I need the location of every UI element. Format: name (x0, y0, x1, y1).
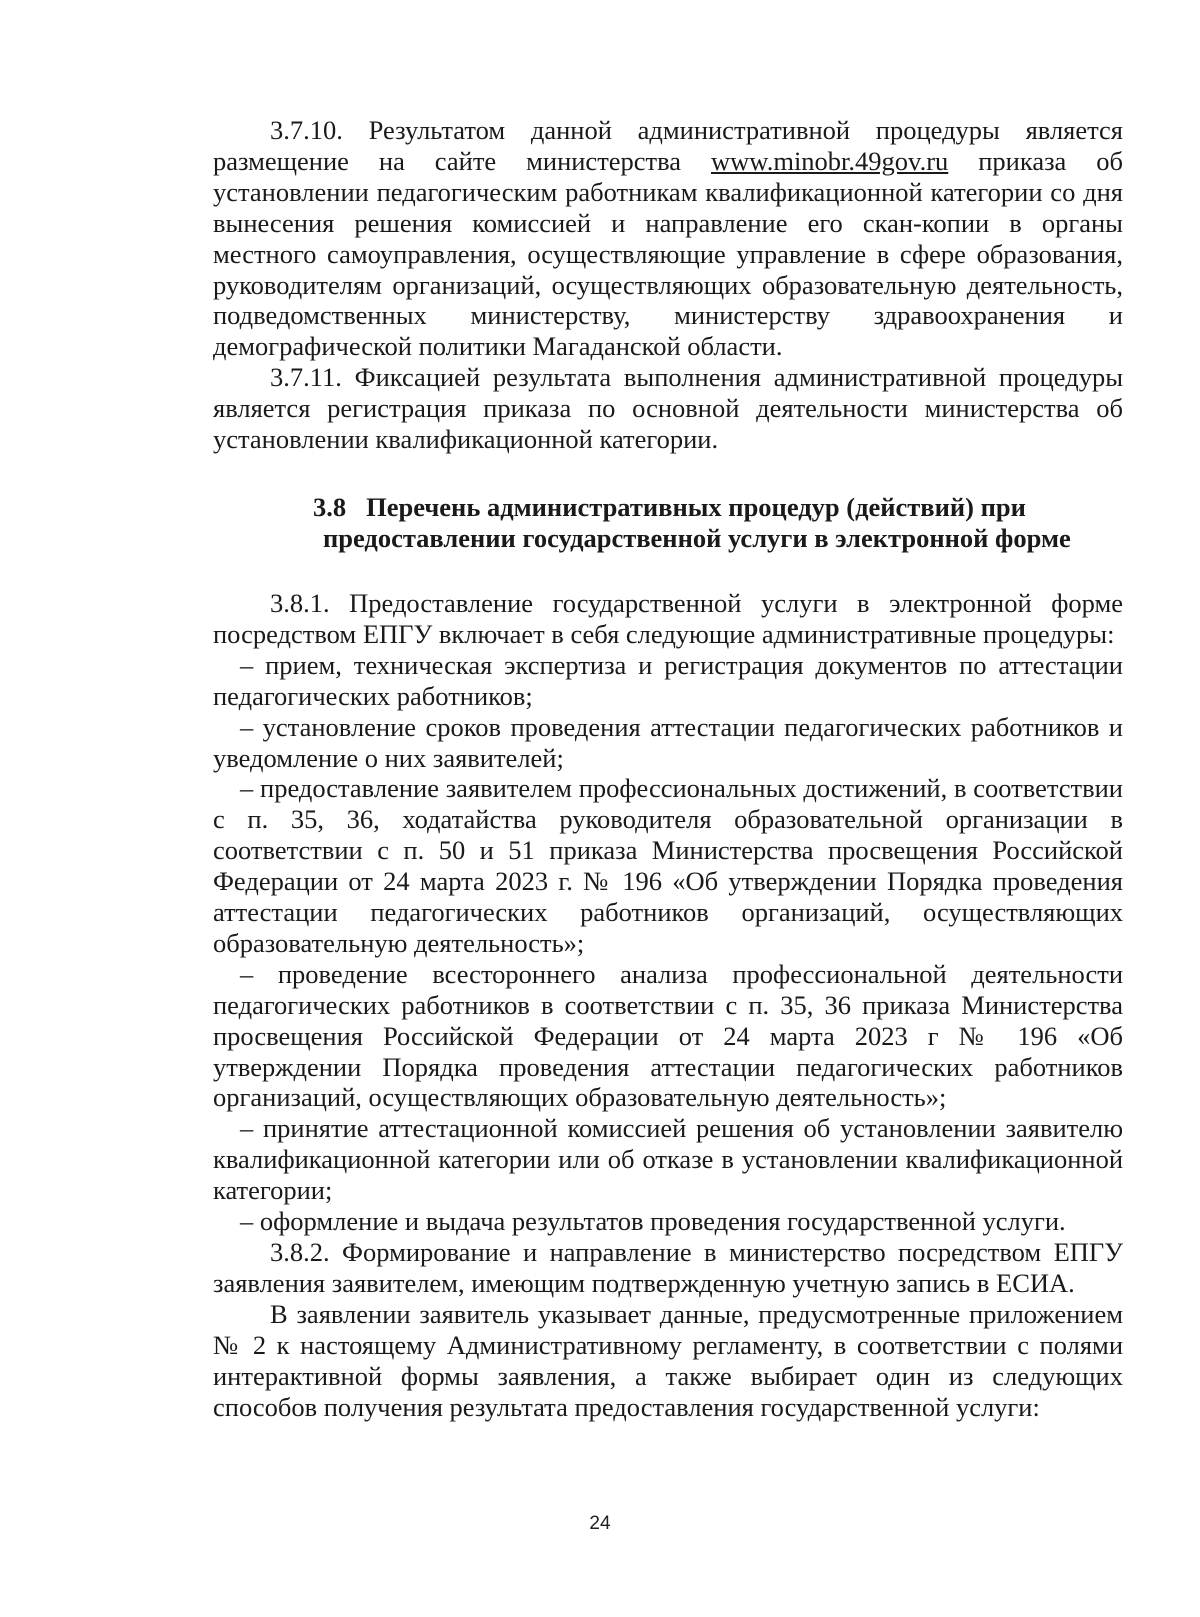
list-item-procedure: – проведение всестороннего анализа профессиональной деятельности педагогических работников в соответствии с п. 35, 36 приказа Министерства просвещения Российской Федерации от 24 марта 2023 г № 196 «Об утверждении Порядка проведения аттестации педагогических работников организаций, осуществляющих образовательную деятельность»; (213, 958, 1123, 1113)
spacer (213, 554, 1123, 588)
section-heading-line-1 (313, 492, 1123, 523)
paragraph-3-8-1: 3.8.1. Предоставление государственной услуги в электронной форме посредством ЕПГУ включает в себя следующие административные процедуры: (213, 587, 1123, 649)
list-item-procedure: – принятие аттестационной комиссией решения об установлении заявителю квалификационной категории или об отказе в установлении квалификационной категории; (213, 1113, 1123, 1206)
section-heading-title-part-2: предоставлении государственной услуги в электронной форме (323, 522, 1071, 553)
paragraph-3-7-10-text-start: 3.7.10. Результатом данной административной процедуры является размещение на сайте министерства (213, 115, 1123, 176)
paragraph-3-8-2: 3.8.2. Формирование и направление в министерство посредством ЕПГУ заявления заявителем, имеющим подтвержденную учетную запись в ЕСИА. (213, 1237, 1123, 1298)
page-number: 24 (589, 1513, 611, 1534)
section-heading-3-8 (213, 492, 1123, 554)
paragraph-3-7-10-text-end: приказа об установлении педагогическим работникам квалификационной категории со дня вынесения решения комиссией и направление его скан-копии в органы местного самоуправления, осуществляющие управление в сфере образования, руководителям организаций, осуществляющих образовательную деятельность, подведомственных министерству, министерству здравоохранения и демографической политики Магаданской области. (213, 145, 1124, 362)
paragraph-3-7-11: 3.7.11. Фиксацией результата выполнения административной процедуры является регистрация приказа по основной деятельности министерства об установлении квалификационной категории. (213, 362, 1123, 455)
list-item-procedure: – предоставление заявителем профессиональных достижений, в соответствии с п. 35, 36, ходатайства руководителя образовательной организации в соответствии с п. 50 и 51 приказа Министерства просвещения Российской Федерации от 24 марта 2023 г. № 196 «Об утверждении Порядка проведения аттестации педагогических работников организаций, осуществляющих образовательную деятельность»; (213, 773, 1123, 958)
section-heading-title-part-1: Перечень административных процедур (действий) при (366, 491, 1026, 522)
paragraph-application-data: В заявлении заявитель указывает данные, предусмотренные приложением № 2 к настоящему Административному регламенту, в соответствии с полями интерактивной формы заявления, а также выбирает один из следующих способов получения результата предоставления государственной услуги: (213, 1298, 1123, 1422)
document-body (213, 115, 1123, 1422)
ministry-website-link[interactable]: www.minobr.49gov.ru (711, 145, 949, 176)
list-item-procedure: – установление сроков проведения аттестации педагогических работников и уведомление о них заявителей; (213, 711, 1123, 773)
list-item-procedure: – прием, техническая экспертиза и регистрация документов по аттестации педагогических работников; (213, 649, 1123, 711)
paragraph-3-7-10 (213, 115, 1123, 362)
spacer (213, 455, 1123, 492)
section-heading-number: 3.8 (313, 491, 347, 522)
list-item-procedure: – оформление и выдача результатов проведения государственной услуги. (240, 1206, 1066, 1237)
